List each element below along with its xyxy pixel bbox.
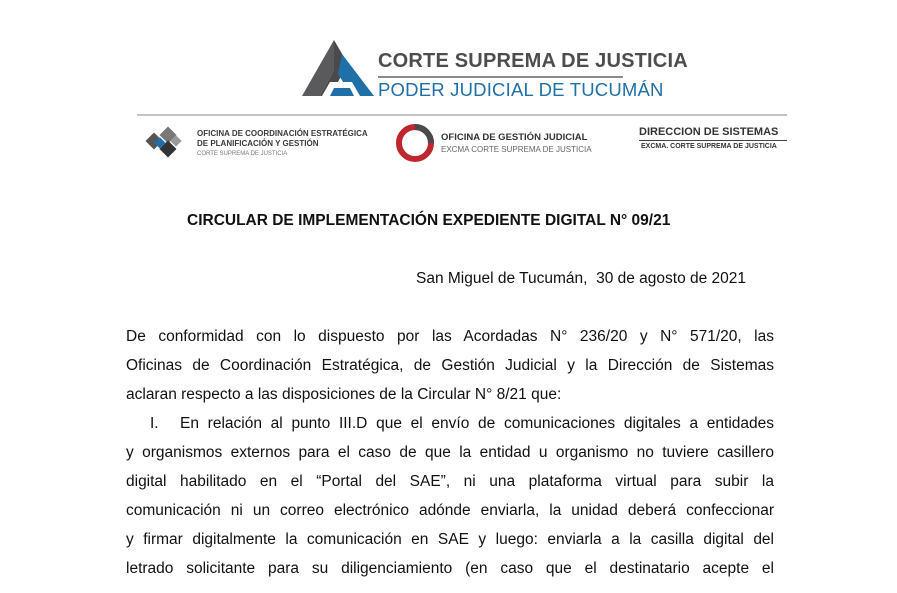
- systems-direction-divider: [639, 140, 787, 141]
- corte-suprema-logo-icon: [300, 38, 376, 98]
- court-name: CORTE SUPREMA DE JUSTICIA: [378, 50, 688, 72]
- systems-direction-subtitle: EXCMA. CORTE SUPREMA DE JUSTICIA: [641, 143, 777, 150]
- place-date: San Miguel de Tucumán, 30 de agosto de 2021: [416, 270, 747, 287]
- item-numeral: I.: [150, 415, 159, 432]
- systems-direction-name: DIRECCION DE SISTEMAS: [639, 126, 779, 138]
- planning-office-line2: DE PLANIFICACIÓN Y GESTIÓN: [197, 139, 319, 148]
- item-line: letrado solicitante para su diligenciamiento (en caso que el destinatario acepte el: [126, 560, 774, 577]
- list-item-first-line: [150, 414, 774, 434]
- header-divider: [137, 114, 787, 116]
- planning-office-line1: OFICINA DE COORDINACIÓN ESTRATÉGICA: [197, 129, 368, 138]
- intro-line: Oficinas de Coordinación Estratégica, de Gestión Judicial y la Dirección de Sistemas: [126, 357, 774, 374]
- judicial-office-name: OFICINA DE GESTIÓN JUDICIAL: [441, 132, 588, 143]
- item-line: y organismos externos para el caso de que la entidad u organismo no tuviere casillero: [126, 444, 774, 461]
- item-line: comunicación ni un correo electrónico adónde enviarla, la unidad deberá confeccionar: [126, 502, 774, 519]
- intro-line: De conformidad con lo dispuesto por las Acordadas N° 236/20 y N° 571/20, las: [126, 328, 774, 345]
- court-name-divider: [378, 76, 623, 78]
- intro-line: aclaran respecto a las disposiciones de la Circular N° 8/21 que:: [126, 386, 562, 403]
- judicial-office-logo-icon: [395, 123, 435, 163]
- item-line: digital habilitado en el “Portal del SAE”, ni una plataforma virtual para subir la: [126, 473, 774, 490]
- planning-office-logo-icon: [144, 125, 184, 161]
- planning-office-name: [197, 129, 368, 149]
- planning-office-subtitle: CORTE SUPREMA DE JUSTICIA: [197, 151, 288, 157]
- circular-title: CIRCULAR DE IMPLEMENTACIÓN EXPEDIENTE DIGITAL N° 09/21: [187, 212, 671, 229]
- item-line: En relación al punto III.D que el envío de comunicaciones digitales a entidades: [180, 415, 774, 432]
- judicial-office-subtitle: EXCMA CORTE SUPREMA DE JUSTICIA: [441, 145, 592, 154]
- item-line: y firmar digitalmente la comunicación en SAE y luego: enviarla a la casilla digital del: [126, 531, 774, 548]
- judicial-branch-name: PODER JUDICIAL DE TUCUMÁN: [378, 79, 664, 100]
